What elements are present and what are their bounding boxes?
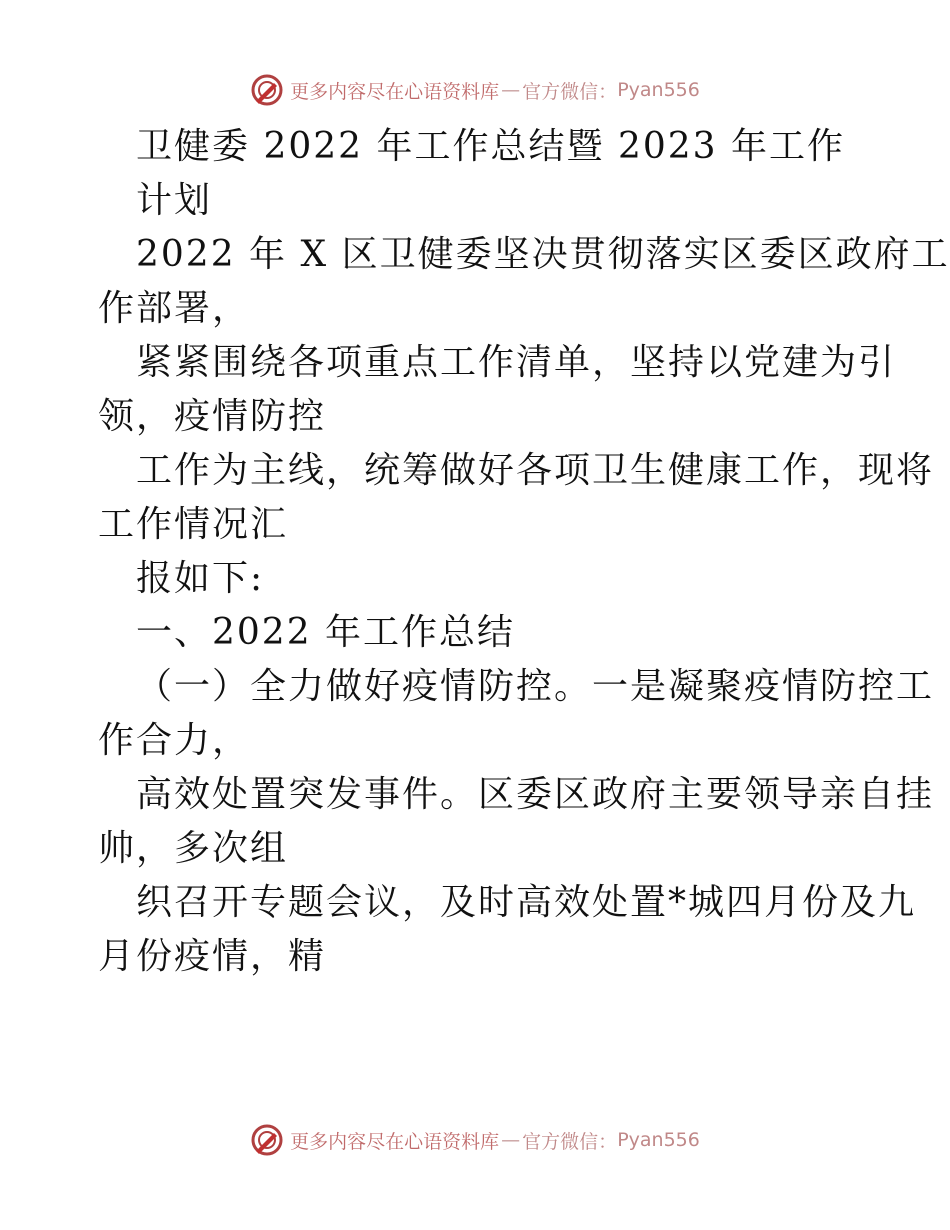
banner-official-label: 官方微信：: [522, 80, 618, 103]
document-line: 计划: [136, 180, 213, 221]
pen-logo-icon: [250, 73, 284, 107]
document-line: 帅，多次组: [98, 828, 289, 869]
document-line: 工作为主线，统筹做好各项卫生健康工作，现将: [136, 450, 935, 491]
banner-wechat-handle: Pyan556: [617, 1129, 700, 1151]
document-line: 一、2022 年工作总结: [136, 612, 516, 653]
document-line: 领，疫情防控: [98, 396, 327, 437]
banner-dash: —: [501, 79, 521, 101]
document-line: 月份疫情，精: [98, 936, 327, 977]
document-line: 织召开专题会议，及时高效处置*城四月份及九: [136, 882, 917, 923]
document-line: 作合力，: [98, 720, 251, 761]
document-line: 卫健委 2022 年工作总结暨 2023 年工作: [136, 126, 846, 167]
document-line: 2022 年 X 区卫健委坚决贯彻落实区委区政府工: [136, 234, 950, 275]
document-line: 高效处置突发事件。区委区政府主要领导亲自挂: [136, 774, 935, 815]
document-body: [98, 120, 950, 984]
document-line: 报如下:: [136, 558, 265, 599]
banner-library-text: 更多内容尽在心语资料库: [290, 80, 500, 103]
banner-wechat-handle: Pyan556: [617, 79, 700, 101]
banner-official-label: 官方微信：: [522, 1130, 618, 1153]
document-line: （一）全力做好疫情防控。一是凝聚疫情防控工: [136, 666, 935, 707]
footer-watermark-banner: [0, 1120, 950, 1160]
banner-dash: —: [501, 1129, 521, 1151]
document-line: 工作情况汇: [98, 504, 289, 545]
header-watermark-banner: [0, 70, 950, 110]
document-line: 紧紧围绕各项重点工作清单，坚持以党建为引: [136, 342, 897, 383]
pen-logo-icon: [250, 1123, 284, 1157]
document-line: 作部署，: [98, 288, 251, 329]
banner-library-text: 更多内容尽在心语资料库: [290, 1130, 500, 1153]
